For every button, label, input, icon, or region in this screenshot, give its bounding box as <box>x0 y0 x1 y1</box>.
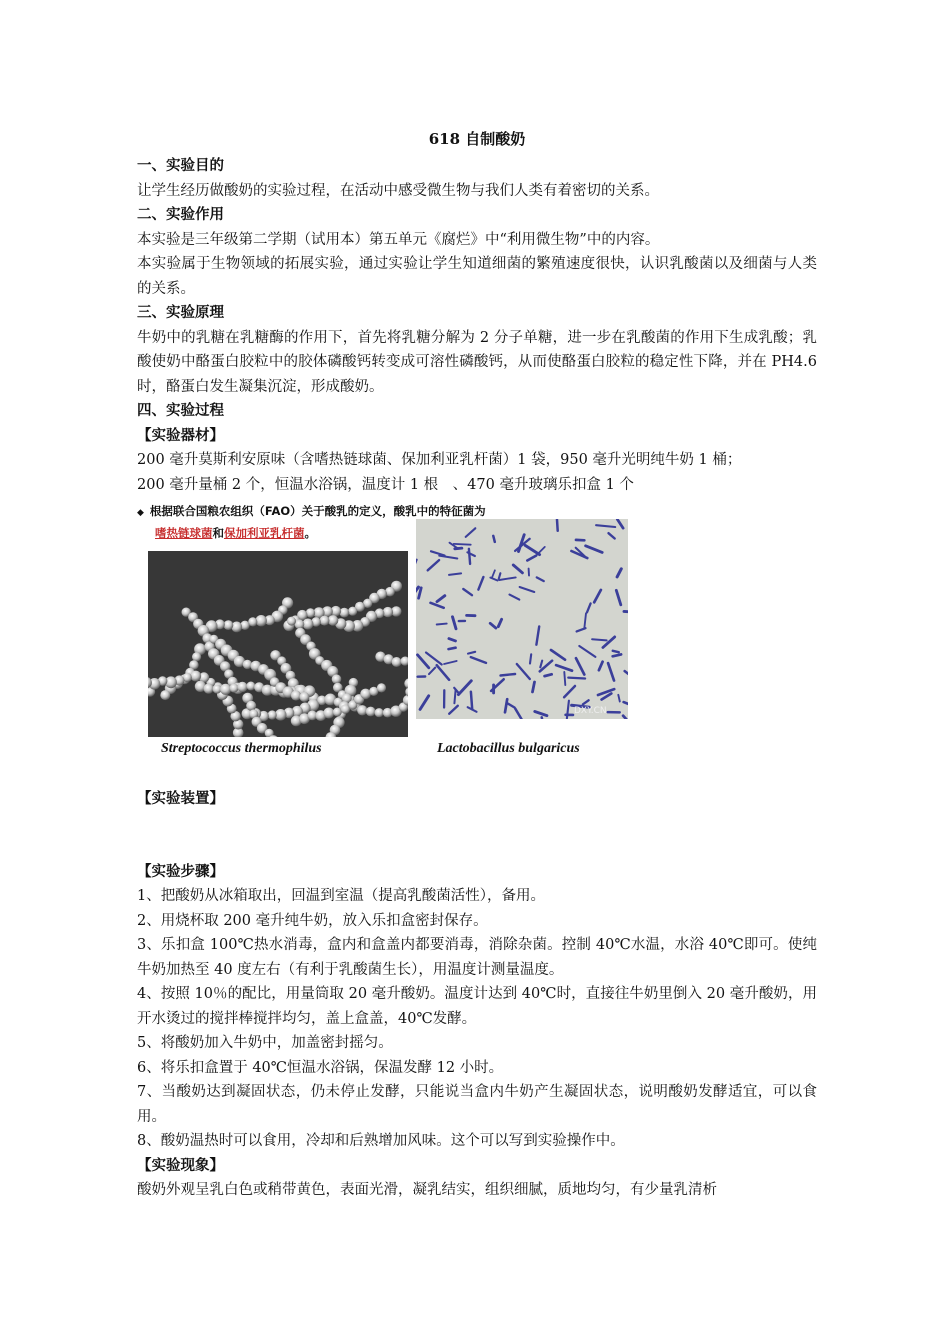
streptococcus-micrograph <box>148 551 408 737</box>
steps-list <box>137 884 817 1154</box>
caption-streptococcus: Streptococcus thermophilus <box>161 741 322 756</box>
step-item: 7、当酸奶达到凝固状态，仍未停止发酵，只能说当盒内牛奶产生凝固状态，说明酸奶发酵适宜，可以食用。 <box>137 1084 817 1125</box>
section-heading-principle: 三、实验原理 <box>137 304 224 321</box>
step-item: 8、酸奶温热时可以食用，冷却和后熟增加风味。这个可以写到实验操作中。 <box>137 1133 625 1149</box>
apparatus-blank-space <box>137 812 817 860</box>
apparatus-heading: 【实验装置】 <box>137 790 224 807</box>
document-page <box>137 124 817 1203</box>
diamond-bullet-icon: ◆ <box>137 508 144 518</box>
section-heading-role: 二、实验作用 <box>137 206 224 223</box>
doc-title: 618 自制酸奶 <box>428 130 526 148</box>
watermark: DXY.CN <box>574 706 607 716</box>
bacteria-name-2: 保加利亚乳杆菌 <box>224 526 305 540</box>
lactobacillus-micrograph <box>416 519 628 719</box>
role-text-2: 本实验属于生物领域的拓展实验，通过实验让学生知道细菌的繁殖速度很快，认识乳酸菌以及细菌与人类的关系。 <box>137 256 817 297</box>
bacteria-name-1: 嗜热链球菌 <box>155 526 213 540</box>
equipment-heading: 【实验器材】 <box>137 426 224 444</box>
steps-heading: 【实验步骤】 <box>137 862 224 880</box>
phenomenon-heading: 【实验现象】 <box>137 1156 224 1174</box>
phenomenon-text: 酸奶外观呈乳白色或稍带黄色，表面光滑，凝乳结实，组织细腻，质地均匀，有少量乳清析 <box>137 1182 717 1198</box>
caption-lactobacillus: Lactobacillus bulgaricus <box>437 741 580 756</box>
bacteria-figure <box>137 501 817 781</box>
section-heading-process: 四、实验过程 <box>137 402 224 419</box>
step-item: 1、把酸奶从冰箱取出，回温到室温（提高乳酸菌活性），备用。 <box>137 888 545 904</box>
principle-text: 牛奶中的乳糖在乳糖酶的作用下，首先将乳糖分解为 2 分子单糖，进一步在乳酸菌的作用下生成乳酸；乳酸使奶中酪蛋白胶粒中的胶体磷酸钙转变成可溶性磷酸钙，从而使酪蛋白胶粒的稳定性下降，并在 PH4.6 时，酪蛋白发生凝集沉淀，形成酸奶。 <box>137 329 817 395</box>
step-item: 4、按照 10％的配比，用量筒取 20 毫升酸奶。温度计达到 40℃时，直接往牛奶里倒入 20 毫升酸奶，用开水烫过的搅拌棒搅拌均匀，盖上盒盖，40℃发酵。 <box>137 986 817 1027</box>
equipment-line-1: 200 毫升莫斯利安原味（含嗜热链球菌、保加利亚乳杆菌）1 袋，950 毫升光明纯牛奶 1 桶； <box>137 452 742 468</box>
section-heading-purpose: 一、实验目的 <box>137 157 224 174</box>
equipment-line-2: 200 毫升量桶 2 个，恒温水浴锅，温度计 1 根 、470 毫升玻璃乐扣盒 1 个 <box>137 476 634 493</box>
step-item: 5、将酸奶加入牛奶中，加盖密封摇匀。 <box>137 1035 393 1051</box>
purpose-text: 让学生经历做酸奶的实验过程，在活动中感受微生物与我们人类有着密切的关系。 <box>137 182 659 199</box>
role-text-1: 本实验是三年级第二学期（试用本）第五单元《腐烂》中“利用微生物”中的内容。 <box>137 231 660 248</box>
step-item: 6、将乐扣盒置于 40℃恒温水浴锅，保温发酵 12 小时。 <box>137 1059 504 1076</box>
step-item: 3、乐扣盒 100℃热水消毒，盒内和盒盖内都要消毒，消除杂菌。控制 40℃水温，水浴 40℃即可。使纯牛奶加热至 40 度左右（有利于乳酸菌生长），用温度计测量温度。 <box>137 937 817 978</box>
step-item: 2、用烧杯取 200 毫升纯牛奶，放入乐扣盒密封保存。 <box>137 912 488 929</box>
figure-note: ◆ 根据联合国粮农组织（FAO）关于酸乳的定义，酸乳中的特征菌为 嗜热链球菌和保加利亚乳杆菌。 <box>137 504 486 540</box>
